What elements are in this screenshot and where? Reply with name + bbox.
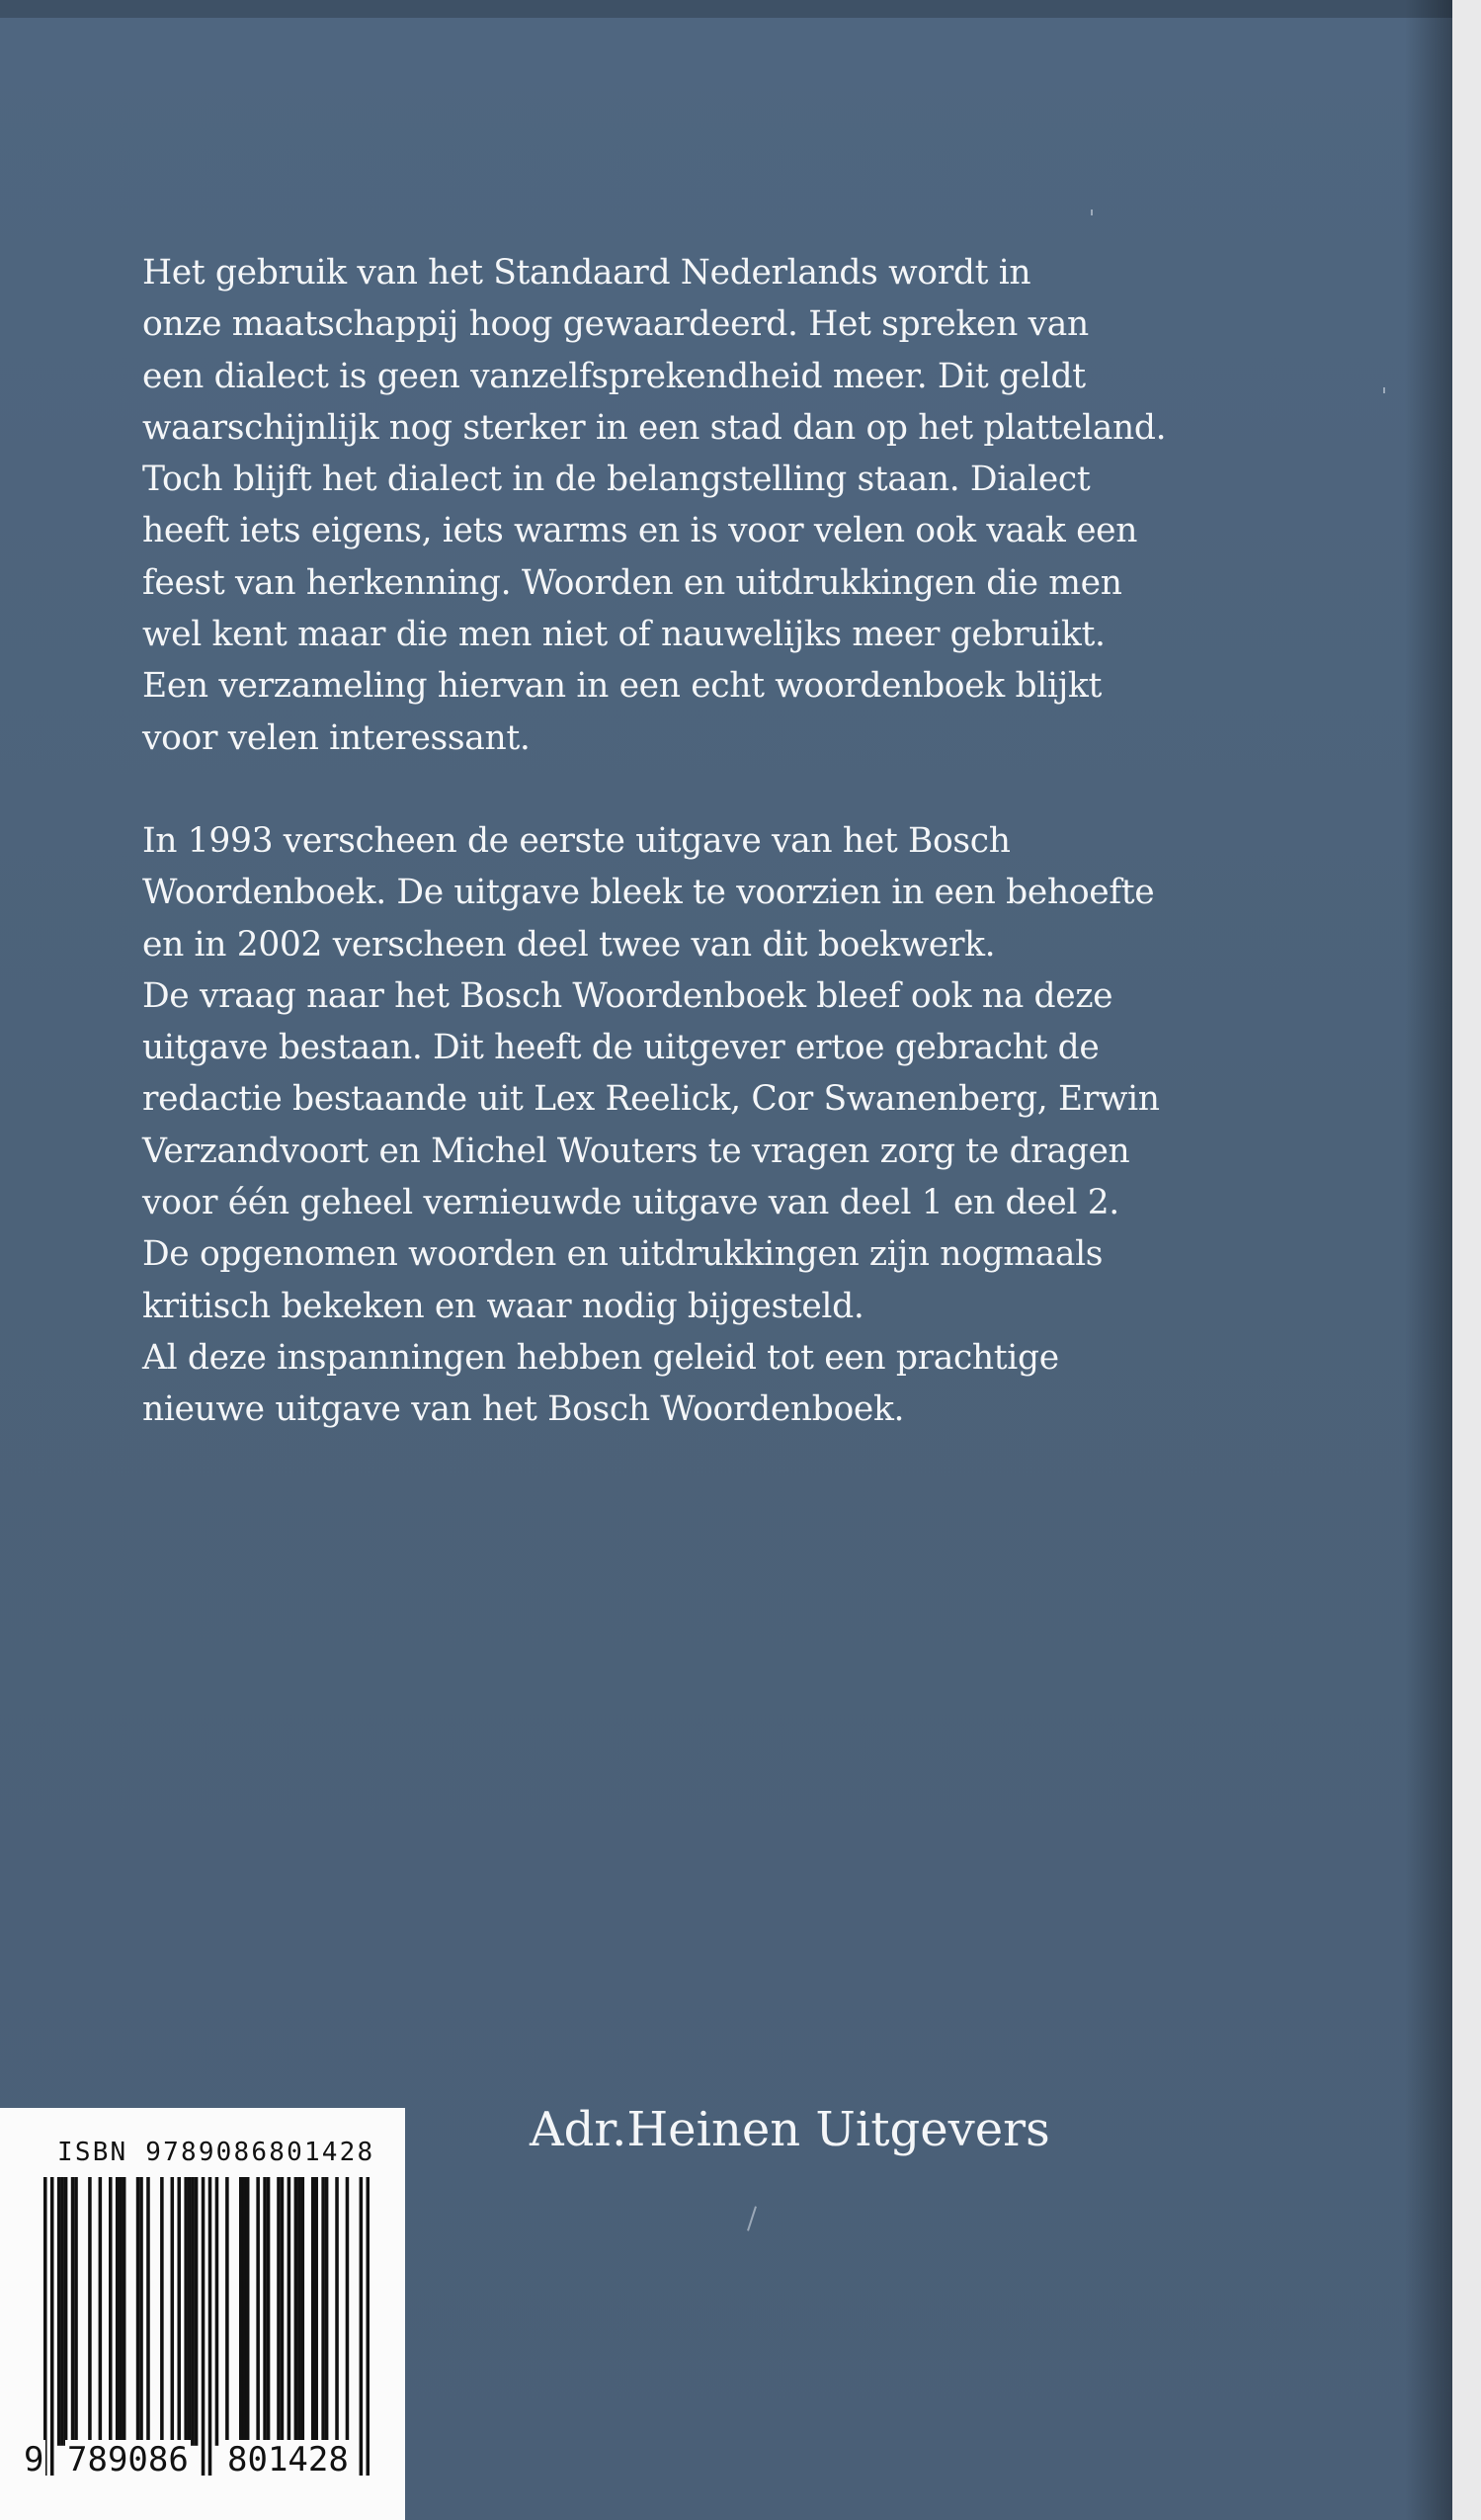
barcode-guard-bar <box>360 2177 364 2476</box>
cover-top-edge <box>0 0 1452 18</box>
surface-scratch <box>747 2206 757 2230</box>
blurb-line: Verzandvoort en Michel Wouters te vragen zorg te dragen <box>142 1131 1130 1171</box>
barcode-bar <box>335 2177 339 2446</box>
barcode-bar <box>136 2177 140 2446</box>
barcode-bar <box>74 2177 78 2446</box>
isbn-barcode <box>43 2177 370 2476</box>
surface-scratch <box>1091 210 1093 215</box>
barcode-digit-first: 9 <box>24 2440 44 2479</box>
barcode-bar <box>267 2177 271 2446</box>
publisher-name: Adr.Heinen Uitgevers <box>530 2102 1050 2157</box>
barcode-guard-bar <box>43 2177 47 2476</box>
blurb-line: De opgenomen woorden en uitdrukkingen zijn nogmaals <box>142 1234 1104 1275</box>
barcode-bar <box>119 2177 123 2446</box>
barcode-bar <box>123 2177 126 2446</box>
blurb-line: redactie bestaande uit Lex Reelick, Cor Swanenberg, Erwin <box>142 1079 1160 1120</box>
surface-scratch <box>1383 387 1385 393</box>
spine-shadow <box>1405 0 1452 2520</box>
blurb-line: Toch blijft het dialect in de belangstelling staan. Dialect <box>142 460 1091 500</box>
blurb-line: feest van herkenning. Woorden en uitdrukkingen die men <box>142 562 1122 603</box>
blurb-line: Het gebruik van het Standaard Nederlands wordt in <box>142 253 1031 293</box>
barcode-bar <box>191 2177 195 2446</box>
barcode-bar <box>301 2177 305 2446</box>
barcode-panel <box>0 2108 405 2520</box>
blurb-line: heeft iets eigens, iets warms en is voor velen ook vaak een <box>142 511 1138 551</box>
barcode-digits <box>22 2440 387 2479</box>
blurb-line: waarschijnlijk nog sterker in een stad dan op het platteland. <box>142 407 1167 448</box>
blurb-line: kritisch bekeken en waar nodig bijgesteld. <box>142 1286 864 1326</box>
barcode-bar <box>263 2177 267 2446</box>
blurb-text <box>142 247 1288 1436</box>
blurb-line: onze maatschappij hoog gewaardeerd. Het spreken van <box>142 304 1089 345</box>
barcode-bar <box>277 2177 281 2446</box>
blurb-line: en in 2002 verscheen deel twee van dit boekwerk. <box>142 924 996 965</box>
barcode-bar <box>146 2177 150 2446</box>
barcode-bar <box>184 2177 188 2446</box>
barcode-bar <box>139 2177 143 2446</box>
barcode-guard-bar <box>50 2177 54 2476</box>
barcode-bar <box>109 2177 113 2446</box>
blurb-line: een dialect is geen vanzelfsprekendheid meer. Dit geldt <box>142 356 1086 396</box>
blurb-line: uitgave bestaan. Dit heeft de uitgever ertoe gebracht de <box>142 1028 1100 1068</box>
barcode-bar <box>60 2177 64 2446</box>
barcode-bar <box>99 2177 103 2446</box>
blurb-paragraph-2 <box>142 815 1288 1436</box>
blurb-line: nieuwe uitgave van het Bosch Woordenboek. <box>142 1389 905 1430</box>
blurb-line: Woordenboek. De uitgave bleek te voorzien in een behoefte <box>142 873 1155 913</box>
blurb-line: In 1993 verscheen de eerste uitgave van het Bosch <box>142 820 1011 861</box>
isbn-label: ISBN 9789086801428 <box>57 2138 375 2167</box>
barcode-bar <box>321 2177 325 2446</box>
barcode-bar <box>171 2177 175 2446</box>
barcode-bar <box>314 2177 318 2446</box>
blurb-line: voor één geheel vernieuwde uitgave van deel 1 en deel 2. <box>142 1183 1119 1223</box>
barcode-bar <box>215 2177 219 2446</box>
barcode-bar <box>88 2177 92 2446</box>
barcode-bar <box>297 2177 301 2446</box>
blurb-line: De vraag naar het Bosch Woordenboek bleef ook na deze <box>142 975 1113 1016</box>
barcode-bar <box>242 2177 246 2446</box>
barcode-digits-right: 801428 <box>227 2440 349 2479</box>
barcode-bar <box>281 2177 285 2446</box>
blurb-line: Een verzameling hiervan in een echt woordenboek blijkt <box>142 666 1102 707</box>
barcode-guard-bar <box>367 2177 370 2476</box>
blurb-line: Al deze inspanningen hebben geleid tot een prachtige <box>142 1337 1059 1378</box>
barcode-guard-bar <box>208 2177 212 2476</box>
barcode-bar <box>246 2177 250 2446</box>
barcode-bar <box>177 2177 181 2446</box>
barcode-bar <box>225 2177 229 2446</box>
barcode-bar <box>239 2177 243 2446</box>
barcode-bar <box>160 2177 164 2446</box>
barcode-bar <box>325 2177 329 2446</box>
blurb-paragraph-1 <box>142 247 1288 764</box>
blurb-line: wel kent maar die men niet of nauwelijks meer gebruikt. <box>142 615 1106 655</box>
barcode-digits-left: 789086 <box>67 2440 189 2479</box>
barcode-bar <box>346 2177 350 2446</box>
barcode-guard-bar <box>202 2177 206 2476</box>
barcode-bar <box>195 2177 199 2446</box>
barcode-bar <box>64 2177 68 2446</box>
barcode-bar <box>288 2177 291 2446</box>
barcode-bar <box>256 2177 260 2446</box>
barcode-bar <box>294 2177 298 2446</box>
barcode-bar <box>188 2177 192 2446</box>
barcode-bar <box>116 2177 120 2446</box>
blurb-line: voor velen interessant. <box>142 717 531 758</box>
barcode-bar <box>57 2177 61 2446</box>
barcode-bar <box>71 2177 75 2446</box>
barcode-bar <box>311 2177 315 2446</box>
